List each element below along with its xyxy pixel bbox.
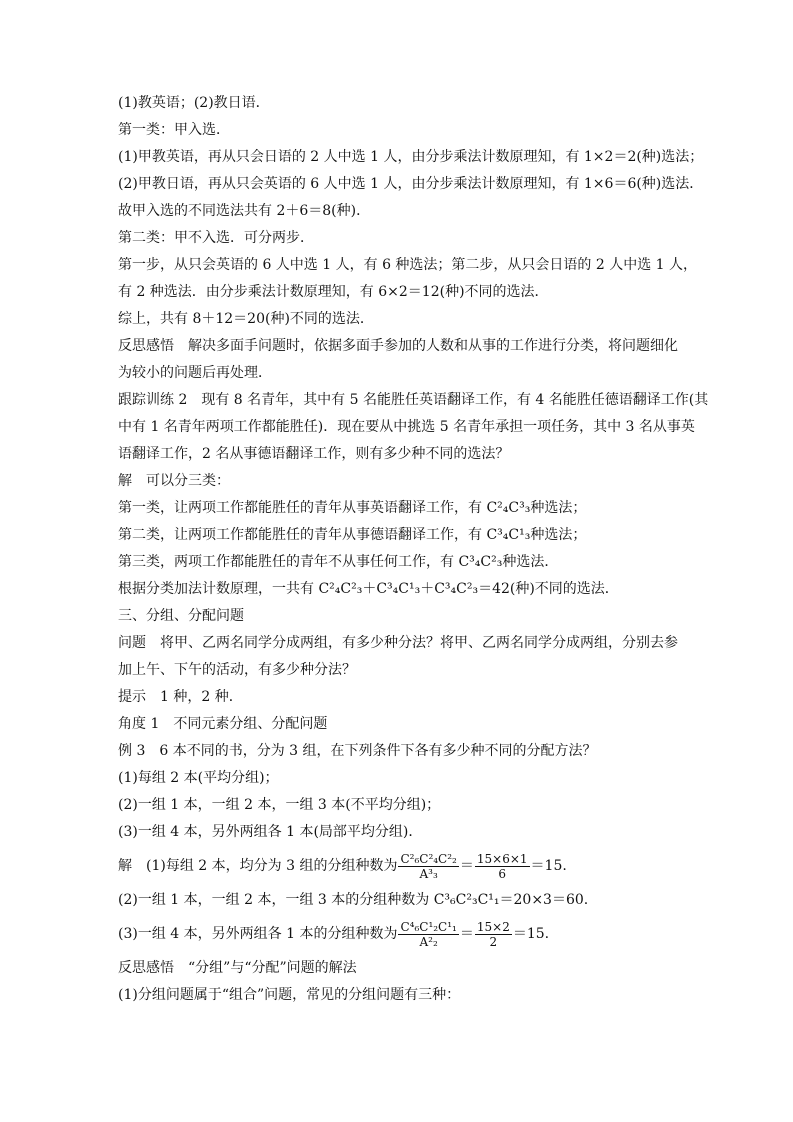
solution-3-text: (3)一组 4 本，另外两组各 1 本的分组种数为 xyxy=(118,926,398,942)
text-line-23: 提示 1 种，2 种． xyxy=(118,689,243,705)
text-line-18: 第三类，两项工作都能胜任的青年不从事任何工作，有 C³₄C²₃种选法． xyxy=(118,554,559,570)
text-line-15: 解 可以分三类： xyxy=(118,473,230,489)
text-line-7: 第一步，从只会英语的 6 人中选 1 人，有 6 种选法；第二步，从只会日语的 2 人中选 1 人， xyxy=(118,257,698,273)
text-line-1: (1)教英语；(2)教日语． xyxy=(118,95,270,111)
text-line-27: (2)一组 1 本，一组 2 本，一组 3 本(不平均分组)； xyxy=(118,797,441,813)
tail-lines xyxy=(118,955,678,1009)
fraction-combination-over-arrangement: $\frac{\text{C⁴₆C¹₂C¹₁}}{\text{A²₂}}$ xyxy=(400,919,457,949)
tail-line-1: 反思感悟 “分组”与“分配”问题的解法 xyxy=(118,960,357,976)
solution-1-text: 解 (1)每组 2 本，均分为 3 组的分组种数为 xyxy=(118,858,398,874)
text-line-11: 为较小的问题后再处理． xyxy=(118,365,272,381)
text-line-10: 反思感悟 解决多面手问题时，依据多面手参加的人数和从事的工作进行分类，将问题细化 xyxy=(118,338,678,354)
text-lines xyxy=(118,90,709,846)
text-line-24: 角度 1 不同元素分组、分配问题 xyxy=(118,716,328,732)
text-line-3: (1)甲教英语，再从只会日语的 2 人中选 1 人，由分步乘法计数原理知，有 1×2＝2(种)选法； xyxy=(118,149,704,165)
text-line-26: (1)每组 2 本(平均分组)； xyxy=(118,770,279,786)
text-line-9: 综上，共有 8＋12＝20(种)不同的选法． xyxy=(118,311,374,327)
text-line-16: 第一类，让两项工作都能胜任的青年从事英语翻译工作，有 C²₄C³₃种选法； xyxy=(118,500,587,516)
text-line-28: (3)一组 4 本，另外两组各 1 本(局部平均分组)． xyxy=(118,824,423,840)
text-line-20: 三、分组、分配问题 xyxy=(118,608,244,624)
fraction-numeric: $\frac{15\times 2}{2}$ xyxy=(476,919,510,949)
text-line-6: 第二类：甲不入选．可分两步． xyxy=(118,230,314,246)
text-line-2: 第一类：甲入选． xyxy=(118,122,230,138)
text-line-25: 例 3 6 本不同的书，分为 3 组，在下列条件下各有多少种不同的分配方法？ xyxy=(118,743,597,759)
text-line-19: 根据分类加法计数原理，一共有 C²₄C²₃＋C³₄C¹₃＋C³₄C²₃＝42(种)不同的选法． xyxy=(118,581,619,597)
solution-3-result: ＝15. xyxy=(512,926,550,942)
fraction-numeric: $\frac{15\times 6\times 1}{6}$ xyxy=(476,851,528,881)
text-line-8: 有 2 种选法．由分步乘法计数原理知，有 6×2＝12(种)不同的选法． xyxy=(118,284,549,300)
solution-line-1: 解 (1)每组 2 本，均分为 3 组的分组种数为 $\frac{\text{C²₆C²₄C²₂}}{\text{A³₃}}$ ＝ $\frac{15\times 6\times 1}{6}$ ＝15. xyxy=(118,851,567,881)
text-line-12: 跟踪训练 2 现有 8 名青年，其中有 5 名能胜任英语翻译工作，有 4 名能胜任德语翻译工作(其 xyxy=(118,392,709,408)
text-line-22: 加上午、下午的活动，有多少种分法？ xyxy=(118,662,356,678)
text-line-14: 语翻译工作，2 名从事德语翻译工作，则有多少种不同的选法？ xyxy=(118,446,510,462)
text-line-21: 问题 将甲、乙两名同学分成两组，有多少种分法？将甲、乙两名同学分成两组，分别去参 xyxy=(118,635,678,651)
text-line-17: 第二类，让两项工作都能胜任的青年从事德语翻译工作，有 C³₄C¹₃种选法； xyxy=(118,527,587,543)
document-body xyxy=(118,90,709,1009)
solution-1-result: ＝15. xyxy=(530,858,567,874)
text-line-4: (2)甲教日语，再从只会英语的 6 人中选 1 人，由分步乘法计数原理知，有 1×6＝6(种)选法． xyxy=(118,176,704,192)
solution-line-2: (2)一组 1 本，一组 2 本，一组 3 本的分组种数为 C³₆C²₃C¹₁＝20×3＝60. xyxy=(118,892,589,908)
text-line-5: 故甲入选的不同选法共有 2＋6＝8(种)． xyxy=(118,203,371,219)
solution-line-3: (3)一组 4 本，另外两组各 1 本的分组种数为 $\frac{\text{C⁴₆C¹₂C¹₁}}{\text{A²₂}}$ ＝ $\frac{15\times 2}{2}$ ＝15. xyxy=(118,919,550,949)
fraction-combination-over-arrangement: $\frac{\text{C²₆C²₄C²₂}}{\text{A³₃}}$ xyxy=(400,851,457,881)
text-line-13: 中有 1 名青年两项工作都能胜任)．现在要从中挑选 5 名青年承担一项任务，其中 3 名从事英 xyxy=(118,419,695,435)
tail-line-2: (1)分组问题属于“组合”问题，常见的分组问题有三种： xyxy=(118,987,461,1003)
